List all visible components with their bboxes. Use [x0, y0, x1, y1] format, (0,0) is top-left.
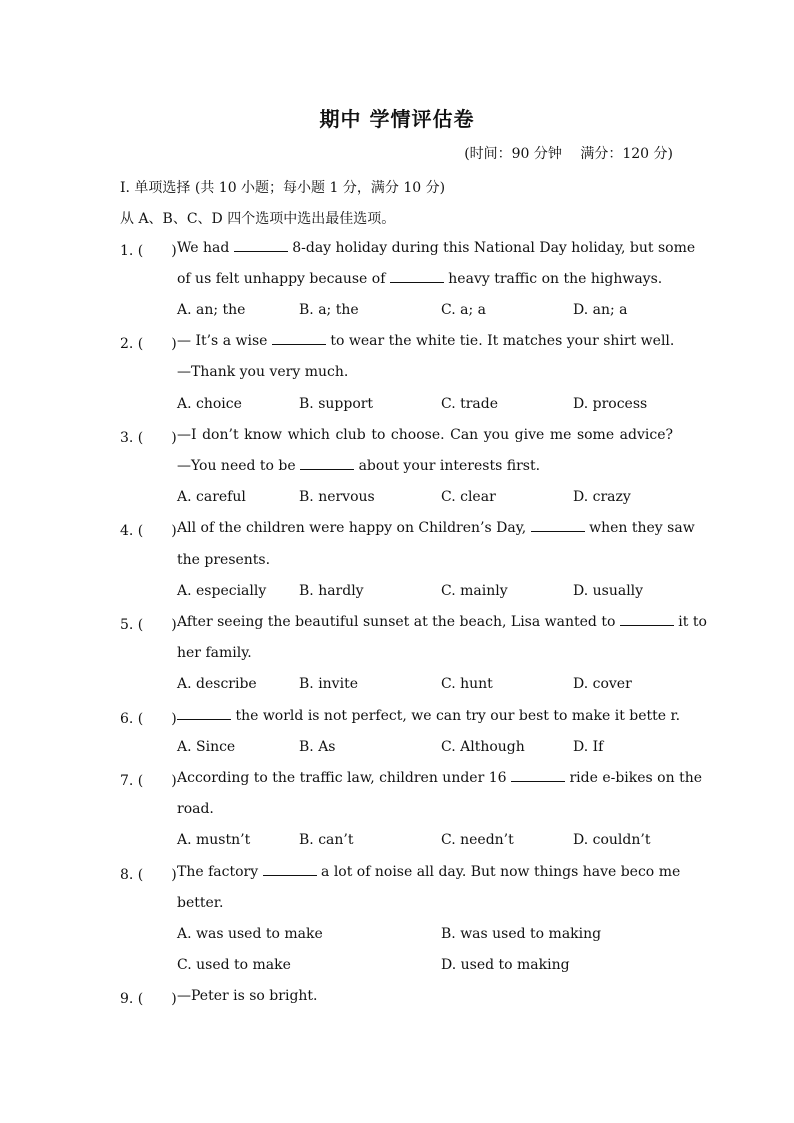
answer-option-d: D. couldn’t: [573, 832, 651, 848]
question-number: 1. ( ): [120, 243, 177, 259]
answer-option-c: C. mainly: [441, 583, 508, 599]
question-7: [120, 770, 702, 817]
question-text: The factory: [177, 864, 263, 880]
question-text: ride e-bikes on the: [565, 770, 702, 786]
question-text: when they saw: [584, 520, 695, 536]
answer-option-b: B. can’t: [299, 832, 354, 848]
answer-option-b: B. support: [299, 396, 374, 412]
question-text: a lot of noise all day. But now things have beco me: [316, 864, 681, 880]
answer-option-a: A. describe: [177, 676, 257, 692]
answer-option-d: D. used to making: [441, 957, 570, 973]
question-text-line: [177, 708, 681, 724]
question-text-line: [177, 864, 681, 880]
question-text-line: [177, 614, 707, 630]
answer-option-b: B. hardly: [299, 583, 364, 599]
answer-option-d: D. an; a: [573, 302, 628, 318]
question-text-line: [177, 520, 695, 536]
question-4: [120, 520, 695, 568]
answer-blank: [272, 343, 326, 345]
answer-option-a: A. Since: [177, 739, 236, 755]
question-text: —You need to be: [177, 458, 301, 474]
question-text-line: [177, 427, 673, 443]
answer-option-a: A. was used to make: [177, 926, 323, 942]
question-number: 6. ( ): [120, 711, 177, 727]
question-number: 9. ( ): [120, 991, 177, 1007]
question-text: —Peter is so bright.: [177, 988, 318, 1004]
answer-option-c: C. used to make: [177, 957, 291, 973]
question-3: [120, 427, 673, 474]
answer-option-a: A. an; the: [177, 302, 246, 318]
question-number: 7. ( ): [120, 773, 177, 789]
question-text-line: [177, 895, 673, 911]
question-text-line: [177, 645, 673, 661]
question-6: [120, 708, 681, 728]
question-text-line: [177, 552, 673, 568]
question-2: [120, 333, 675, 380]
question-number: 2. ( ): [120, 336, 177, 352]
section-instruction: 从 A、B、C、D 四个选项中选出最佳选项。: [120, 211, 396, 227]
answer-blank: [620, 624, 674, 626]
question-text-line: [177, 770, 702, 786]
question-text-line: [177, 364, 673, 380]
question-text: it to: [673, 614, 707, 630]
question-text-line: [177, 333, 673, 349]
answer-option-c: C. trade: [441, 396, 499, 412]
answer-option-a: A. especially: [177, 583, 267, 599]
answer-blank: [300, 468, 354, 470]
answer-option-c: C. needn’t: [441, 832, 514, 848]
question-text-line: [177, 240, 696, 256]
question-text: the world is not perfect, we can try our best to make it bette r.: [231, 708, 681, 724]
answer-blank: [511, 780, 565, 782]
question-9: [120, 988, 673, 1008]
question-text: —Thank you very much.: [177, 364, 349, 380]
answer-option-a: A. careful: [177, 489, 246, 505]
question-number: 8. ( ): [120, 867, 177, 883]
answer-blank: [263, 874, 317, 876]
question-5: [120, 614, 707, 661]
question-text-line: [177, 988, 673, 1004]
question-text-line: [177, 801, 673, 817]
question-text: road.: [177, 801, 214, 817]
answer-blank: [390, 281, 444, 283]
question-text: better.: [177, 895, 224, 911]
answer-option-c: C. a; a: [441, 302, 486, 318]
answer-option-a: A. mustn’t: [177, 832, 251, 848]
answer-option-d: D. process: [573, 396, 648, 412]
answer-option-c: C. Although: [441, 739, 525, 755]
answer-option-a: A. choice: [177, 396, 242, 412]
question-text: to wear the white tie. It matches your shirt well.: [325, 333, 675, 349]
page-title: 期中 学情评估卷: [319, 107, 475, 131]
answer-option-c: C. hunt: [441, 676, 493, 692]
question-text: After seeing the beautiful sunset at the beach, Lisa wanted to: [177, 614, 620, 630]
question-text: of us felt unhappy because of: [177, 271, 390, 287]
answer-option-b: B. was used to making: [441, 926, 602, 942]
answer-option-d: D. usually: [573, 583, 644, 599]
answer-blank: [531, 530, 585, 532]
question-text: heavy traffic on the highways.: [443, 271, 663, 287]
question-text: — It’s a wise: [177, 333, 272, 349]
answer-option-b: B. As: [299, 739, 336, 755]
question-text: her family.: [177, 645, 252, 661]
question-text-line: [177, 271, 673, 287]
question-text: 8-day holiday during this National Day holiday, but some: [287, 240, 696, 256]
question-text: the presents.: [177, 552, 271, 568]
question-number: 5. ( ): [120, 617, 177, 633]
answer-option-d: D. If: [573, 739, 604, 755]
question-text: about your interests first.: [354, 458, 541, 474]
question-number: 4. ( ): [120, 523, 177, 539]
question-text: We had: [177, 240, 234, 256]
answer-option-b: B. invite: [299, 676, 358, 692]
answer-blank: [177, 718, 231, 720]
question-text-line: [177, 458, 673, 474]
section-heading: I. 单项选择 (共 10 小题；每小题 1 分，满分 10 分): [120, 180, 446, 196]
answer-option-d: D. cover: [573, 676, 632, 692]
question-number: 3. ( ): [120, 430, 177, 446]
question-1: [120, 240, 696, 287]
question-text: According to the traffic law, children under 16: [177, 770, 511, 786]
answer-option-c: C. clear: [441, 489, 496, 505]
answer-option-d: D. crazy: [573, 489, 631, 505]
answer-option-b: B. a; the: [299, 302, 359, 318]
exam-time-info: (时间：90 分钟 满分：120 分): [464, 146, 673, 162]
answer-option-b: B. nervous: [299, 489, 375, 505]
answer-blank: [234, 250, 288, 252]
question-8: [120, 864, 681, 911]
question-text: —I don’t know which club to choose. Can you give me some advice?: [177, 427, 673, 443]
question-text: All of the children were happy on Children’s Day,: [177, 520, 531, 536]
